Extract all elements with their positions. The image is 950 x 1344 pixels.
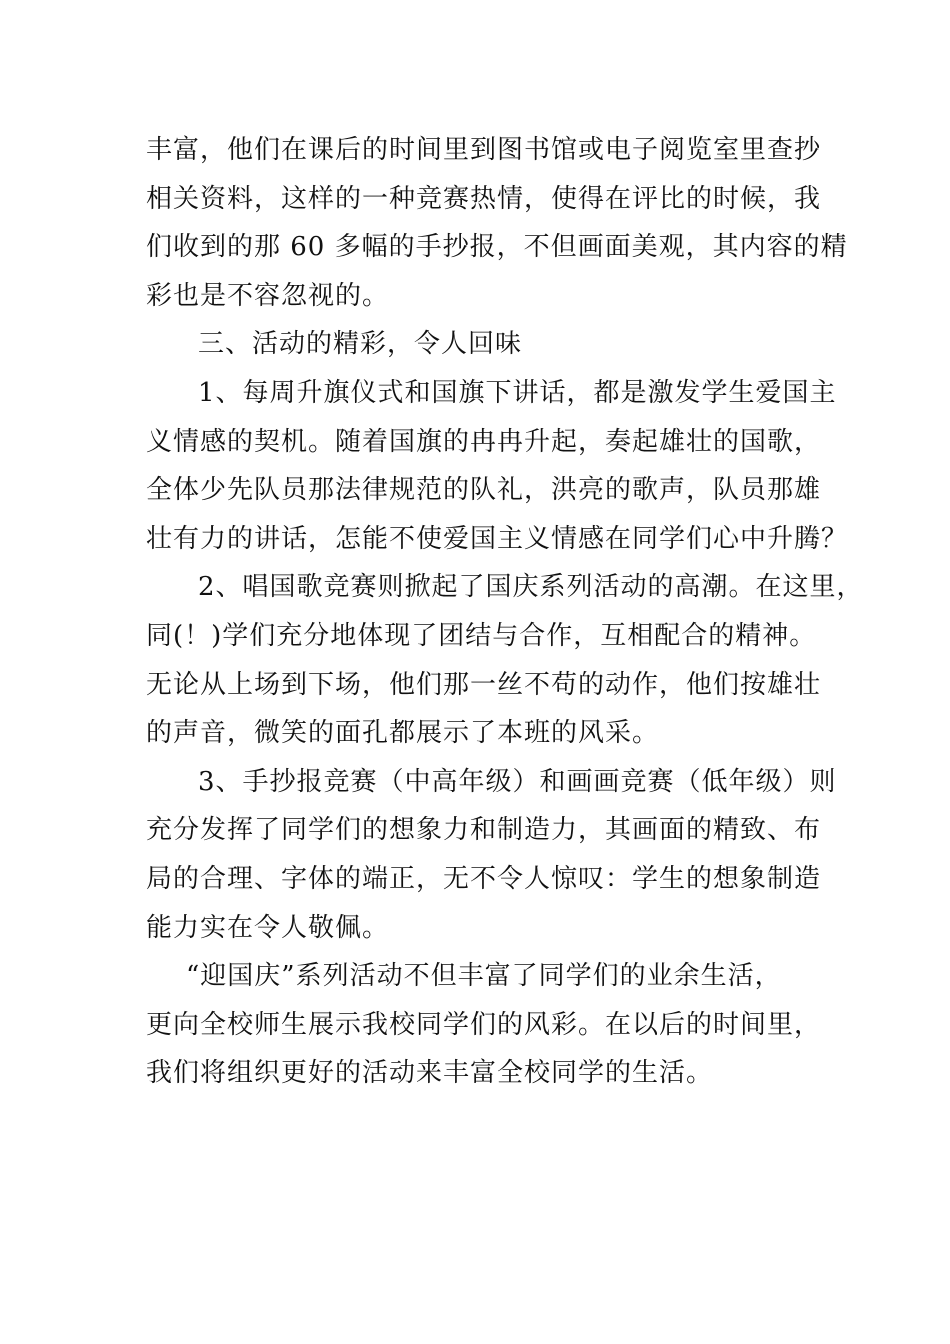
text-line: 1、每周升旗仪式和国旗下讲话，都是激发学生爱国主 <box>198 377 837 408</box>
section-heading: 三、活动的精彩，令人回味 <box>198 329 523 360</box>
text-line: 义情感的契机。随着国旗的冉冉升起，奏起雄壮的国歌， <box>146 426 822 457</box>
text-line: 局的合理、字体的端正，无不令人惊叹：学生的想象制造 <box>146 863 822 894</box>
text-line: 能力实在令人敬佩。 <box>146 912 390 943</box>
text-line: 全体少先队员那法律规范的队礼，洪亮的歌声，队员那雄 <box>146 475 822 506</box>
text-line: 相关资料，这样的一种竞赛热情，使得在评比的时候，我 <box>146 183 822 214</box>
text-line: 彩也是不容忽视的。 <box>146 280 390 311</box>
text-line: 们收到的那 60 多幅的手抄报，不但画面美观，其内容的精 <box>146 232 848 263</box>
text-line: 的声音，微笑的面孔都展示了本班的风采。 <box>146 718 660 749</box>
text-line: 2、唱国歌竞赛则掀起了国庆系列活动的高潮。在这里， <box>198 572 864 603</box>
text-line: 充分发挥了同学们的想象力和制造力，其画面的精致、布 <box>146 815 822 846</box>
text-line: 我们将组织更好的活动来丰富全校同学的生活。 <box>146 1058 714 1089</box>
text-line: 3、手抄报竞赛（中高年级）和画画竞赛（低年级）则 <box>198 766 837 797</box>
text-line: 更向全校师生展示我校同学们的风彩。在以后的时间里， <box>146 1009 822 1040</box>
text-line: 丰富，他们在课后的时间里到图书馆或电子阅览室里查抄 <box>146 135 822 165</box>
text-line: 同(！)学们充分地体现了团结与合作，互相配合的精神。 <box>146 620 817 651</box>
text-line: 无论从上场到下场，他们那一丝不苟的动作，他们按雄壮 <box>146 669 822 700</box>
text-line: “迎国庆”系列活动不但丰富了同学们的业余生活， <box>186 961 782 992</box>
text-line: 壮有力的讲话，怎能不使爱国主义情感在同学们心中升腾？ <box>146 523 849 554</box>
document-body <box>146 126 864 1098</box>
